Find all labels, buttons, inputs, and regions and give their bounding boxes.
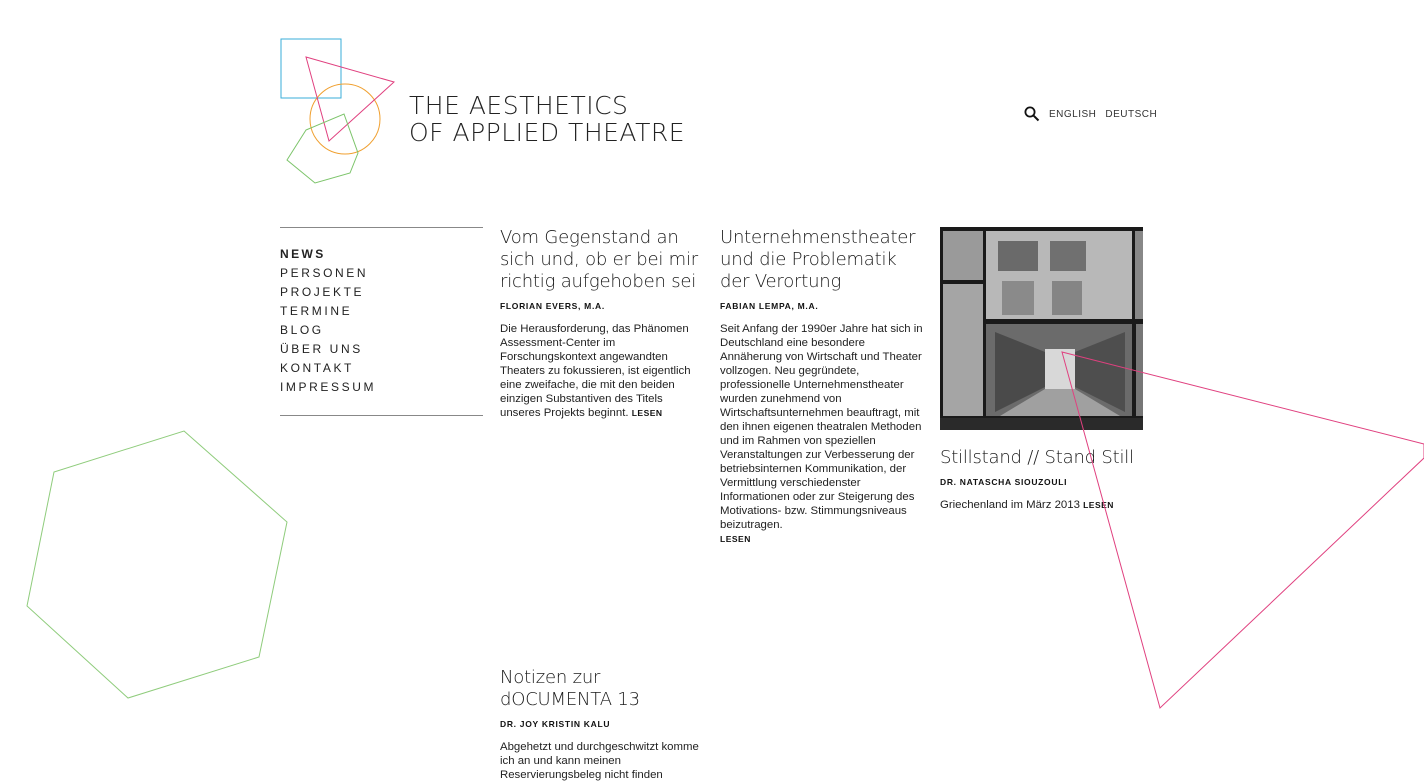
article-excerpt [940,498,1145,512]
article-excerpt-text: Seit Anfang der 1990er Jahre hat sich in Deutschland eine besondere Annäherung von Wirtschaft und Theater vollzogen. Neu gegründete, professionelle Unternehmenstheater wurden zunehmend von Wirtschaftsunternehmen beauftragt, mit den ihnen eigenen theatralen Methoden und im Rahmen von speziellen Veranstaltungen zur Verbesserung der betriebsinternen Kommunikation, der Vermittlung verschiedenster Informationen oder zur Steigerung des Motivations- bzw. Stimmungsniveaus beizutragen. [720,323,923,531]
nav-item-impressum[interactable]: IMPRESSUM [280,380,377,394]
site-title[interactable] [409,92,685,146]
article-author: FABIAN LEMPA, M.A. [720,301,819,311]
article-author: DR. JOY KRISTIN KALU [500,719,611,729]
main-navigation [280,227,483,416]
header-utilities [1024,106,1157,122]
article-excerpt [500,322,705,420]
news-article [940,447,1145,512]
site-logo[interactable] [278,36,400,188]
street-photo-image [940,227,1143,430]
nav-item-blog[interactable]: BLOG [280,323,324,337]
read-more-link[interactable]: LESEN [720,534,751,544]
article-excerpt: Abgehetzt und durchgeschwitzt komme ich an und kann meinen Reservierungsbeleg nicht finden [500,741,699,781]
news-article [500,667,705,782]
read-more-link[interactable]: LESEN [631,408,663,418]
nav-item-news[interactable]: NEWS [280,247,326,261]
nav-item-projekte[interactable]: PROJEKTE [280,285,365,299]
search-icon[interactable] [1024,106,1040,122]
nav-item-personen[interactable]: PERSONEN [280,266,369,280]
article-excerpt-text: Griechenland im März 2013 [940,499,1080,511]
nav-item-termine[interactable]: TERMINE [280,304,353,318]
lang-deutsch-link[interactable]: DEUTSCH [1105,108,1158,120]
nav-item-kontakt[interactable]: KONTAKT [280,361,354,375]
article-excerpt-text: Die Herausforderung, das Phänomen Assessment-Center im Forschungskontext angewandten Theaters zu fokussieren, ist eigentlich eine zweifache, die mit den beiden einzigen Substantiven des Titels unseres Projekts beginnt. [500,323,691,419]
news-article [720,227,925,546]
article-author: FLORIAN EVERS, M.A. [500,301,605,311]
nav-item-ueber-uns[interactable]: ÜBER UNS [280,342,363,356]
lang-english-link[interactable]: ENGLISH [1049,108,1097,120]
site-title-line-1: THE AESTHETICS [409,91,629,120]
article-title[interactable]: Vom Gegenstand an sich und, ob er bei mir richtig aufgehoben sei [500,227,699,292]
site-title-line-2: OF APPLIED THEATRE [409,118,686,147]
article-title[interactable]: Unternehmenstheater und die Problematik der Verortung [720,227,916,292]
article-author: DR. NATASCHA SIOUZOULI [940,477,1068,487]
article-title[interactable]: Notizen zur dOCUMENTA 13 [500,667,640,710]
article-title[interactable]: Stillstand // Stand Still [940,447,1134,468]
read-more-link[interactable]: LESEN [1083,500,1114,510]
article-excerpt [720,322,925,546]
article-photo[interactable] [940,227,1143,430]
news-article [500,227,705,420]
